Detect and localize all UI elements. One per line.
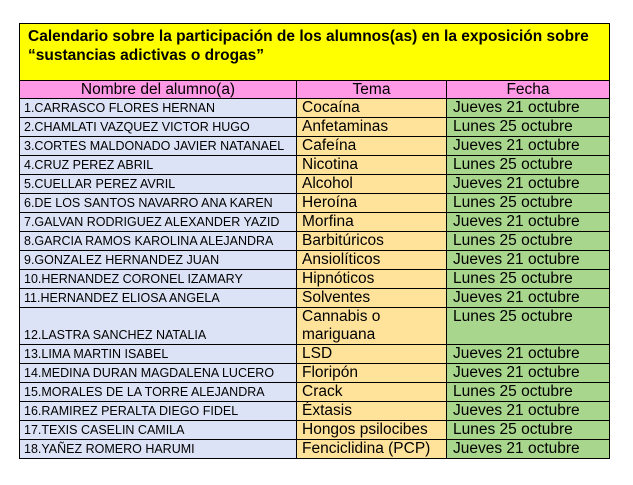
schedule-table <box>19 23 610 459</box>
table-row <box>20 421 610 440</box>
date-cell: Jueves 21 octubre <box>447 137 610 156</box>
student-name-cell: 12.LASTRA SANCHEZ NATALIA <box>20 308 297 345</box>
date-cell: Lunes 25 octubre <box>447 270 610 289</box>
date-cell: Lunes 25 octubre <box>447 194 610 213</box>
table-row <box>20 175 610 194</box>
table-row <box>20 99 610 118</box>
table-row <box>20 308 610 345</box>
student-name-cell: 10.HERNANDEZ CORONEL IZAMARY <box>20 270 297 289</box>
student-name-cell: 11.HERNANDEZ ELIOSA ANGELA <box>20 289 297 308</box>
table-row <box>20 251 610 270</box>
topic-cell: Anfetaminas <box>297 118 447 137</box>
student-name-cell: 4.CRUZ PEREZ ABRIL <box>20 156 297 175</box>
title-row <box>20 24 610 81</box>
student-name-cell: 15.MORALES DE LA TORRE ALEJANDRA <box>20 383 297 402</box>
date-cell: Jueves 21 octubre <box>447 345 610 364</box>
date-cell: Lunes 25 octubre <box>447 118 610 137</box>
table-row <box>20 289 610 308</box>
student-name-cell: 14.MEDINA DURAN MAGDALENA LUCERO <box>20 364 297 383</box>
student-name-cell: 9.GONZALEZ HERNANDEZ JUAN <box>20 251 297 270</box>
date-cell: Lunes 25 octubre <box>447 383 610 402</box>
topic-cell: Fenciclidina (PCP) <box>297 440 447 459</box>
topic-cell: Solventes <box>297 289 447 308</box>
table-row <box>20 213 610 232</box>
topic-cell: Barbitúricos <box>297 232 447 251</box>
date-cell: Jueves 21 octubre <box>447 213 610 232</box>
table-row <box>20 194 610 213</box>
date-cell: Lunes 25 octubre <box>447 308 610 345</box>
table-row <box>20 156 610 175</box>
topic-cell: Cocaína <box>297 99 447 118</box>
student-name-cell: 6.DE LOS SANTOS NAVARRO ANA KAREN <box>20 194 297 213</box>
schedule-sheet <box>19 23 609 459</box>
date-cell: Lunes 25 octubre <box>447 156 610 175</box>
topic-cell: Éxtasis <box>297 402 447 421</box>
table-row <box>20 345 610 364</box>
topic-cell: Heroína <box>297 194 447 213</box>
date-cell: Jueves 21 octubre <box>447 175 610 194</box>
student-name-cell: 7.GALVAN RODRIGUEZ ALEXANDER YAZID <box>20 213 297 232</box>
topic-cell: Hongos psilocibes <box>297 421 447 440</box>
table-row <box>20 383 610 402</box>
topic-cell: Cafeína <box>297 137 447 156</box>
date-cell: Lunes 25 octubre <box>447 232 610 251</box>
header-topic: Tema <box>297 81 447 99</box>
table-row <box>20 270 610 289</box>
header-date: Fecha <box>447 81 610 99</box>
date-cell: Jueves 21 octubre <box>447 402 610 421</box>
topic-cell: Ansiolíticos <box>297 251 447 270</box>
topic-cell: Morfina <box>297 213 447 232</box>
student-name-cell: 5.CUELLAR PEREZ AVRIL <box>20 175 297 194</box>
table-row <box>20 364 610 383</box>
topic-cell: Floripón <box>297 364 447 383</box>
table-row <box>20 118 610 137</box>
date-cell: Jueves 21 octubre <box>447 364 610 383</box>
topic-cell: Hipnóticos <box>297 270 447 289</box>
date-cell: Jueves 21 octubre <box>447 440 610 459</box>
student-name-cell: 17.TEXIS CASELIN CAMILA <box>20 421 297 440</box>
date-cell: Jueves 21 octubre <box>447 251 610 270</box>
student-name-cell: 8.GARCIA RAMOS KAROLINA ALEJANDRA <box>20 232 297 251</box>
student-name-cell: 18.YAÑEZ ROMERO HARUMI <box>20 440 297 459</box>
table-row <box>20 137 610 156</box>
topic-cell: Cannabis o mariguana <box>297 308 447 345</box>
topic-cell: Crack <box>297 383 447 402</box>
header-row <box>20 81 610 99</box>
topic-cell: Nicotina <box>297 156 447 175</box>
table-row <box>20 232 610 251</box>
table-row <box>20 402 610 421</box>
topic-cell: LSD <box>297 345 447 364</box>
student-name-cell: 1.CARRASCO FLORES HERNAN <box>20 99 297 118</box>
date-cell: Lunes 25 octubre <box>447 421 610 440</box>
student-name-cell: 13.LIMA MARTIN ISABEL <box>20 345 297 364</box>
topic-cell: Alcohol <box>297 175 447 194</box>
table-row <box>20 440 610 459</box>
table-title: Calendario sobre la participación de los alumnos(as) en la exposición sobre “sustancias adictivas o drogas” <box>20 24 610 81</box>
student-name-cell: 2.CHAMLATI VAZQUEZ VICTOR HUGO <box>20 118 297 137</box>
header-name: Nombre del alumno(a) <box>20 81 297 99</box>
date-cell: Jueves 21 octubre <box>447 289 610 308</box>
student-name-cell: 16.RAMIREZ PERALTA DIEGO FIDEL <box>20 402 297 421</box>
student-name-cell: 3.CORTES MALDONADO JAVIER NATANAEL <box>20 137 297 156</box>
date-cell: Jueves 21 octubre <box>447 99 610 118</box>
